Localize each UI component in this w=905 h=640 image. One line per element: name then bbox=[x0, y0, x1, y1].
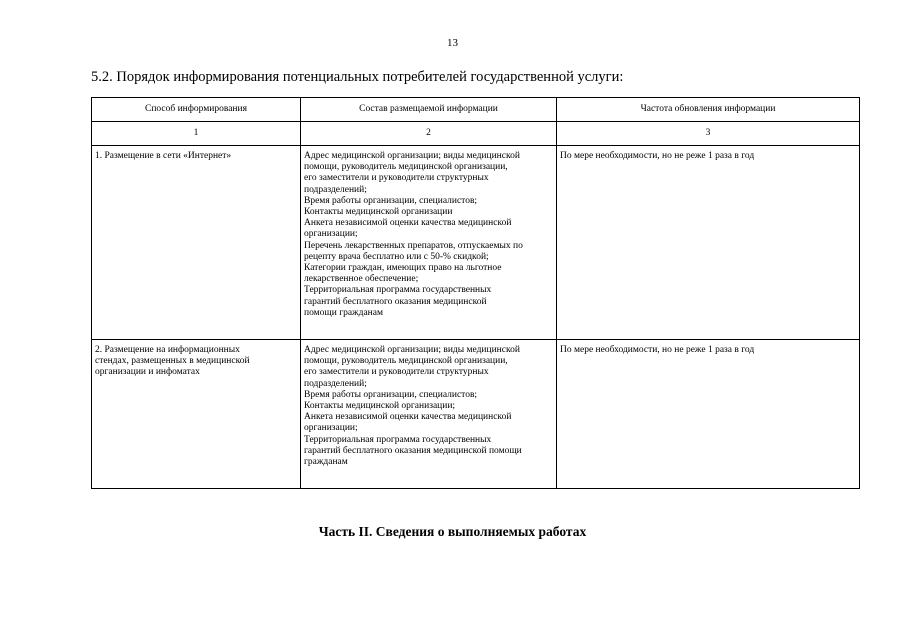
method-line: 1. Размещение в сети «Интернет» bbox=[95, 151, 232, 161]
content-line: Адрес медицинской организации; виды медицинской bbox=[304, 151, 520, 161]
content-line: Контакты медицинской организации; bbox=[304, 401, 456, 412]
content-line: помощи, руководитель медицинской организации, bbox=[304, 162, 508, 173]
content-line: Время работы организации, специалистов; bbox=[304, 389, 478, 400]
content-line: организации; bbox=[304, 229, 358, 240]
content-line: Категории граждан, имеющих право на льготное bbox=[304, 263, 502, 274]
column-number-row bbox=[92, 122, 860, 146]
column-number: 3 bbox=[557, 122, 860, 146]
frequency-cell: По мере необходимости, но не реже 1 раза в год bbox=[557, 146, 860, 340]
frequency-cell: По мере необходимости, но не реже 1 раза в год bbox=[557, 340, 860, 489]
method-cell bbox=[92, 146, 301, 340]
content-line: гарантий бесплатного оказания медицинской помощи bbox=[304, 445, 522, 456]
page-number: 13 bbox=[447, 37, 458, 49]
content-line: гарантий бесплатного оказания медицинской bbox=[304, 296, 487, 307]
content-line: Время работы организации, специалистов; bbox=[304, 195, 478, 206]
content-line: подразделений; bbox=[304, 184, 367, 195]
column-number: 1 bbox=[92, 122, 301, 146]
content-line: Анкета независимой оценки качества медицинской bbox=[304, 218, 512, 229]
information-table bbox=[91, 97, 860, 489]
method-line: стендах, размещенных в медицинской bbox=[95, 356, 250, 367]
section-heading: 5.2. Порядок информирования потенциальных потребителей государственной услуги: bbox=[91, 69, 624, 85]
content-line: лекарственное обеспечение; bbox=[304, 274, 419, 285]
content-cell bbox=[301, 146, 557, 340]
header-frequency: Частота обновления информации bbox=[557, 98, 860, 122]
part-heading: Часть II. Сведения о выполняемых работах bbox=[318, 524, 587, 539]
content-line: гражданам bbox=[304, 457, 348, 468]
content-line: его заместители и руководители структурных bbox=[304, 173, 489, 184]
content-line: рецепту врача бесплатно или с 50-% скидкой; bbox=[304, 251, 489, 262]
content-line: помощи, руководитель медицинской организации, bbox=[304, 356, 508, 367]
method-line: 2. Размещение на информационных bbox=[95, 345, 240, 355]
content-line: Перечень лекарственных препаратов, отпускаемых по bbox=[304, 240, 523, 251]
content-line: Анкета независимой оценки качества медицинской bbox=[304, 412, 512, 423]
table-row bbox=[92, 146, 860, 340]
content-line: подразделений; bbox=[304, 378, 367, 389]
method-line: организации и инфоматах bbox=[95, 367, 200, 378]
content-line: Территориальная программа государственных bbox=[304, 434, 492, 445]
content-line: организации; bbox=[304, 423, 358, 434]
content-line: Адрес медицинской организации; виды медицинской bbox=[304, 345, 520, 355]
content-line: Контакты медицинской организации bbox=[304, 207, 453, 218]
column-number: 2 bbox=[301, 122, 557, 146]
table-row bbox=[92, 340, 860, 489]
header-content: Состав размещаемой информации bbox=[301, 98, 557, 122]
content-line: Территориальная программа государственных bbox=[304, 285, 492, 296]
table-header-row bbox=[92, 98, 860, 122]
header-method: Способ информирования bbox=[92, 98, 301, 122]
content-line: помощи гражданам bbox=[304, 307, 383, 318]
content-cell bbox=[301, 340, 557, 489]
content-line: его заместители и руководители структурных bbox=[304, 367, 489, 378]
method-cell bbox=[92, 340, 301, 489]
